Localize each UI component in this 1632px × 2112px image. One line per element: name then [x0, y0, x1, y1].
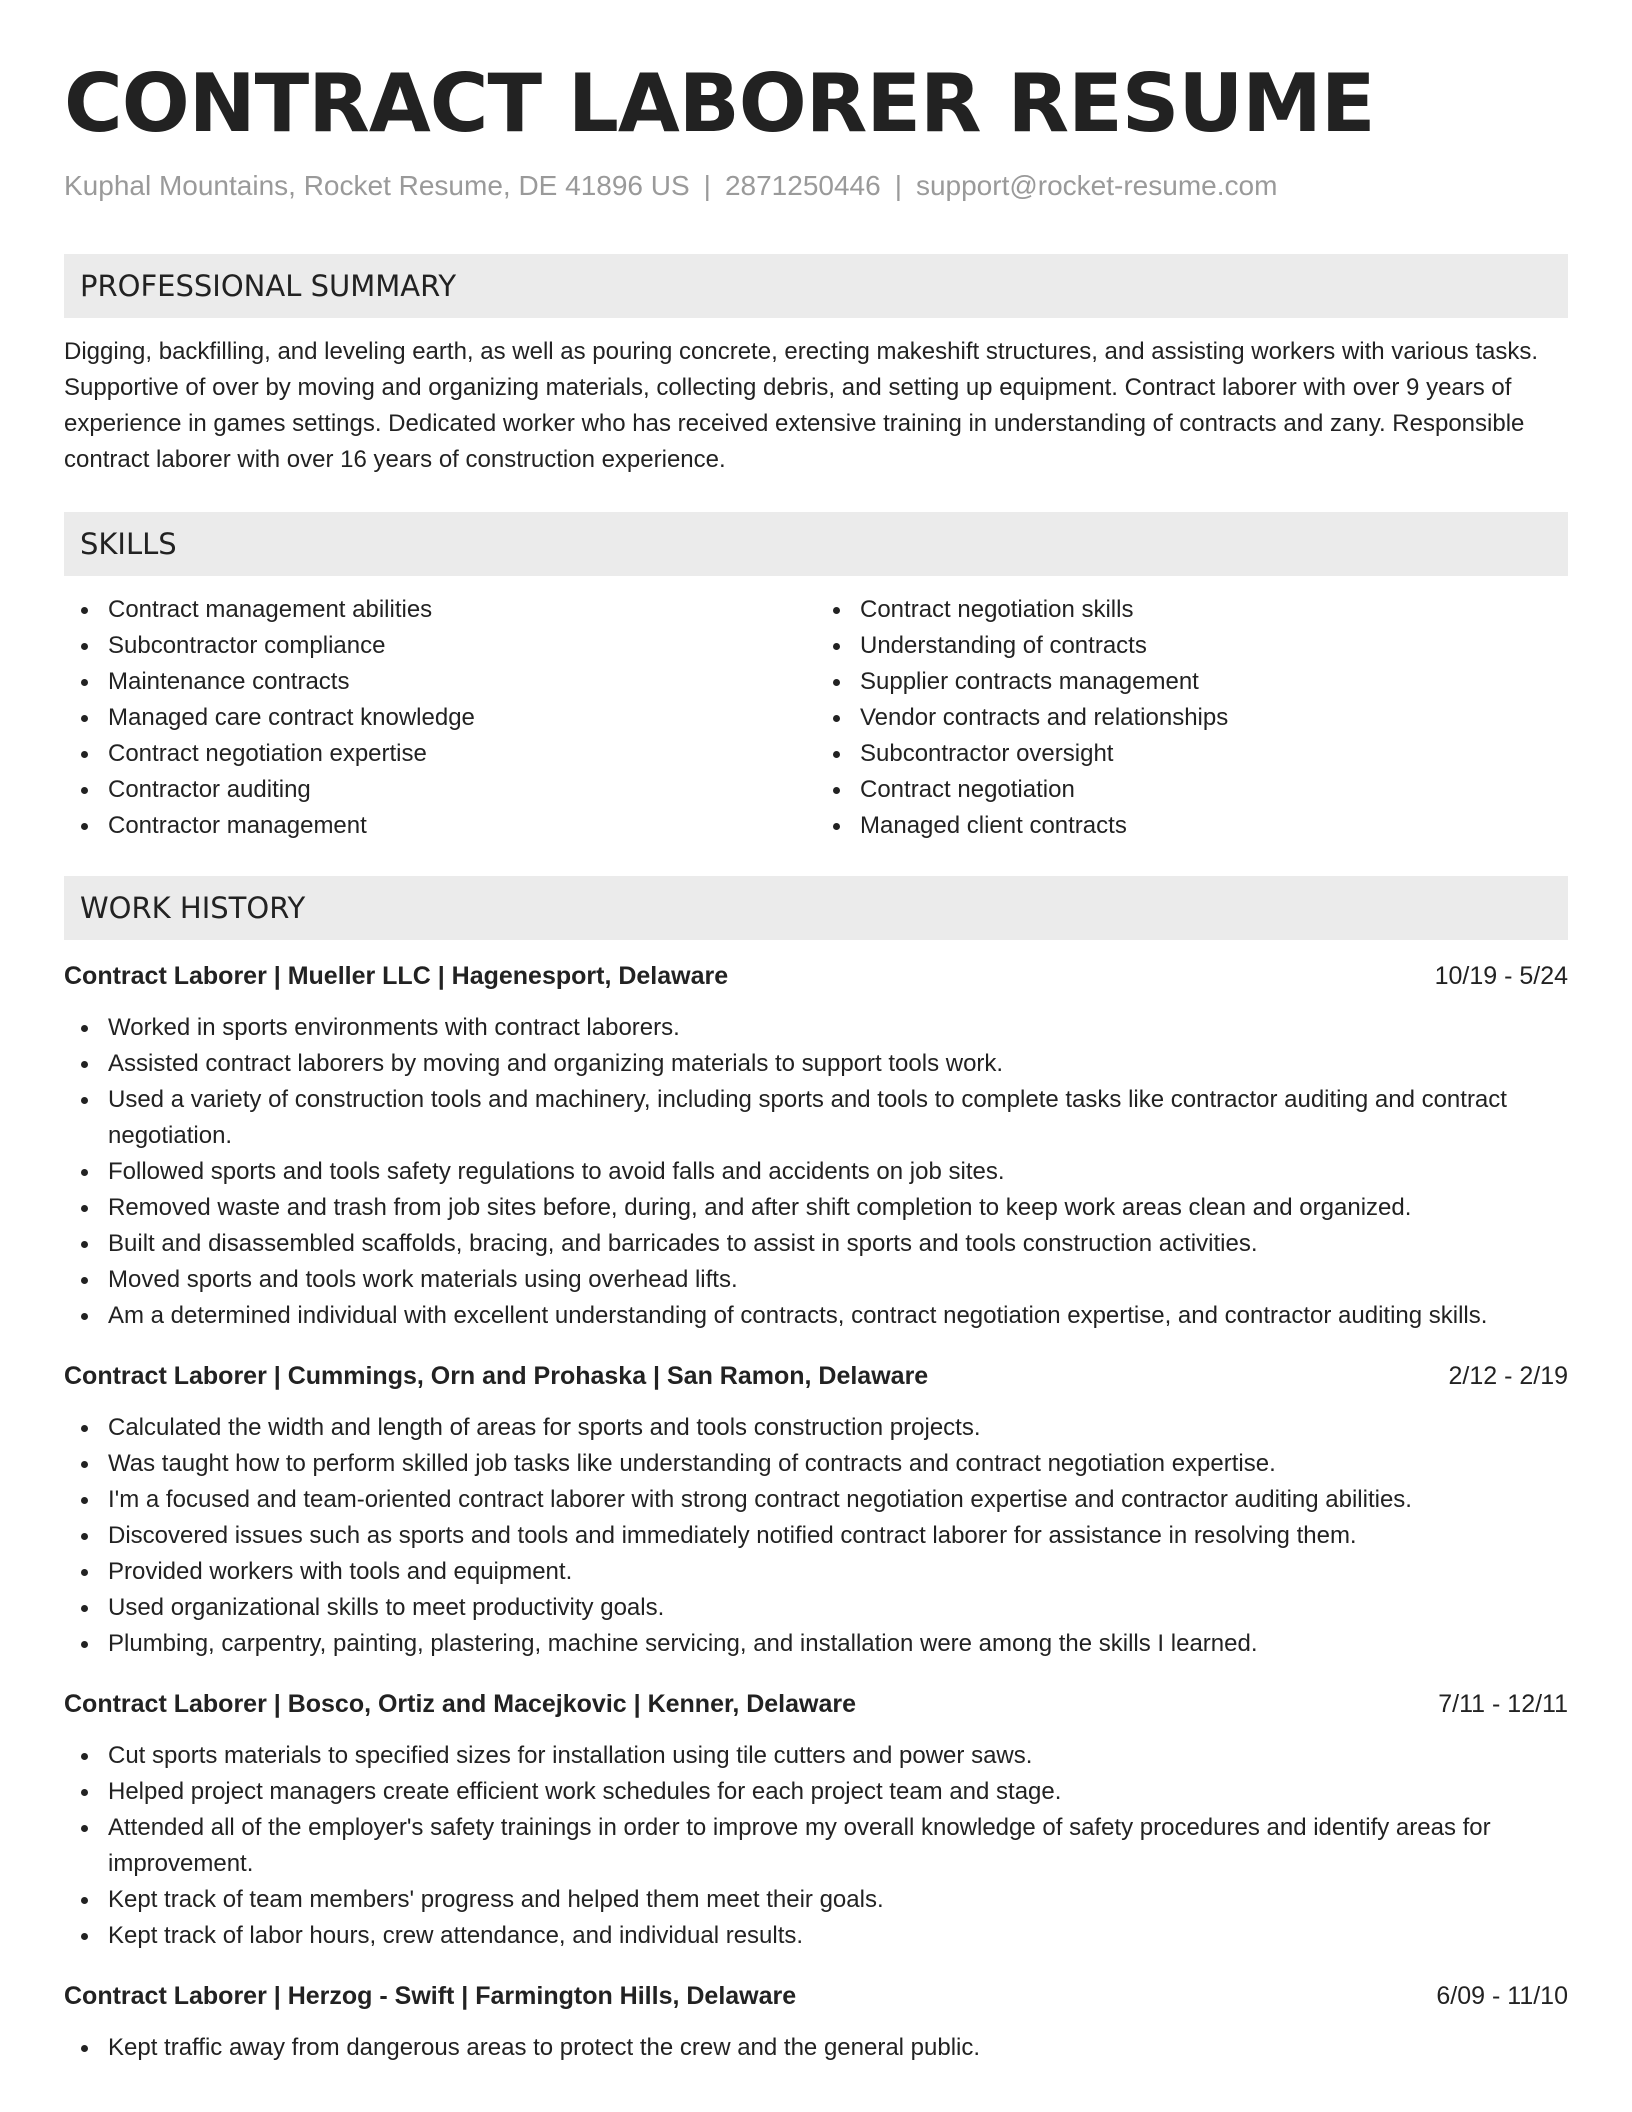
job-bullet: Moved sports and tools work materials using overhead lifts.: [108, 1262, 1568, 1298]
skill-item: Subcontractor compliance: [108, 628, 816, 664]
skills-column-left: [64, 592, 816, 844]
skills-section-header: SKILLS: [64, 512, 1568, 576]
job-bullet: Worked in sports environments with contract laborers.: [108, 1010, 1568, 1046]
job-bullet: Helped project managers create efficient work schedules for each project team and stage.: [108, 1774, 1568, 1810]
skill-item: Understanding of contracts: [860, 628, 1568, 664]
job-entry: [64, 1686, 1568, 1954]
job-bullet: Kept track of labor hours, crew attendance, and individual results.: [108, 1918, 1568, 1954]
job-bullet: Used organizational skills to meet productivity goals.: [108, 1590, 1568, 1626]
skill-item: Supplier contracts management: [860, 664, 1568, 700]
job-dates: 10/19 - 5/24: [1434, 962, 1568, 990]
skill-item: Contract management abilities: [108, 592, 816, 628]
job-bullet: Provided workers with tools and equipment.: [108, 1554, 1568, 1590]
job-bullet: Kept track of team members' progress and helped them meet their goals.: [108, 1882, 1568, 1918]
contact-address: Kuphal Mountains, Rocket Resume, DE 41896 US: [64, 170, 690, 201]
job-bullet: Discovered issues such as sports and tools and immediately notified contract laborer for assistance in resolving them.: [108, 1518, 1568, 1554]
summary-text: Digging, backfilling, and leveling earth, as well as pouring concrete, erecting makeshift structures, and assisting workers with various tasks. Supportive of over by moving and organizing materials, collecting debris, and setting up equipment. Contract laborer with over 9 years of experience in games settings. Dedicated worker who has received extensive training in understanding of contracts and zany. Responsible contract laborer with over 16 years of construction experience.: [64, 338, 1539, 473]
job-bullet: Am a determined individual with excellent understanding of contracts, contract negotiation expertise, and contractor auditing skills.: [108, 1298, 1568, 1334]
contact-line: [64, 168, 1568, 204]
resume-title: CONTRACT LABORER RESUME: [64, 57, 1375, 150]
job-bullet: Plumbing, carpentry, painting, plastering, machine servicing, and installation were among the skills I learned.: [108, 1626, 1568, 1662]
job-bullet-list: [64, 2030, 1568, 2066]
job-title: Contract Laborer | Herzog - Swift | Farmington Hills, Delaware: [64, 1982, 797, 2010]
job-entry: [64, 1978, 1568, 2066]
job-bullet-list: [64, 1738, 1568, 1954]
job-header: [64, 958, 1568, 994]
job-bullet: Removed waste and trash from job sites before, during, and after shift completion to keep work areas clean and organized.: [108, 1190, 1568, 1226]
job-bullet-list: [64, 1010, 1568, 1334]
job-title: Contract Laborer | Bosco, Ortiz and Macejkovic | Kenner, Delaware: [64, 1690, 857, 1718]
contact-separator: |: [894, 170, 902, 201]
contact-email: support@rocket-resume.com: [915, 170, 1278, 201]
job-dates: 2/12 - 2/19: [1448, 1362, 1568, 1390]
summary-section-header: PROFESSIONAL SUMMARY: [64, 254, 1568, 318]
skills-grid: [64, 592, 1568, 844]
job-title: Contract Laborer | Mueller LLC | Hagenesport, Delaware: [64, 962, 729, 990]
job-bullet: Used a variety of construction tools and machinery, including sports and tools to complete tasks like contractor auditing and contract negotiation.: [108, 1082, 1568, 1154]
job-bullet: Followed sports and tools safety regulations to avoid falls and accidents on job sites.: [108, 1154, 1568, 1190]
skill-item: Maintenance contracts: [108, 664, 816, 700]
job-entry: [64, 958, 1568, 1334]
skill-item: Contractor management: [108, 808, 816, 844]
skill-item: Contractor auditing: [108, 772, 816, 808]
job-bullet: Built and disassembled scaffolds, bracing, and barricades to assist in sports and tools construction activities.: [108, 1226, 1568, 1262]
skills-column-right: [816, 592, 1568, 844]
job-bullet: Cut sports materials to specified sizes for installation using tile cutters and power saws.: [108, 1738, 1568, 1774]
job-dates: 6/09 - 11/10: [1436, 1982, 1568, 2010]
skill-item: Managed client contracts: [860, 808, 1568, 844]
job-header: [64, 1978, 1568, 2014]
job-bullet: Kept traffic away from dangerous areas to protect the crew and the general public.: [108, 2030, 1568, 2066]
job-header: [64, 1358, 1568, 1394]
job-bullet: Calculated the width and length of areas for sports and tools construction projects.: [108, 1410, 1568, 1446]
job-entry: [64, 1358, 1568, 1662]
skill-item: Managed care contract knowledge: [108, 700, 816, 736]
skill-item: Contract negotiation skills: [860, 592, 1568, 628]
skill-item: Vendor contracts and relationships: [860, 700, 1568, 736]
job-bullet: Assisted contract laborers by moving and organizing materials to support tools work.: [108, 1046, 1568, 1082]
contact-phone: 2871250446: [724, 170, 881, 201]
work-history-section-header: WORK HISTORY: [64, 876, 1568, 940]
contact-separator: |: [703, 170, 711, 201]
job-title: Contract Laborer | Cummings, Orn and Prohaska | San Ramon, Delaware: [64, 1362, 929, 1390]
work-history-list: [64, 958, 1568, 2066]
job-bullet: I'm a focused and team-oriented contract laborer with strong contract negotiation expertise and contractor auditing abilities.: [108, 1482, 1568, 1518]
job-bullet-list: [64, 1410, 1568, 1662]
skill-item: Contract negotiation: [860, 772, 1568, 808]
job-header: [64, 1686, 1568, 1722]
job-bullet: Attended all of the employer's safety trainings in order to improve my overall knowledge of safety procedures and identify areas for improvement.: [108, 1810, 1568, 1882]
job-dates: 7/11 - 12/11: [1438, 1690, 1568, 1718]
skill-item: Subcontractor oversight: [860, 736, 1568, 772]
job-bullet: Was taught how to perform skilled job tasks like understanding of contracts and contract negotiation expertise.: [108, 1446, 1568, 1482]
skill-item: Contract negotiation expertise: [108, 736, 816, 772]
